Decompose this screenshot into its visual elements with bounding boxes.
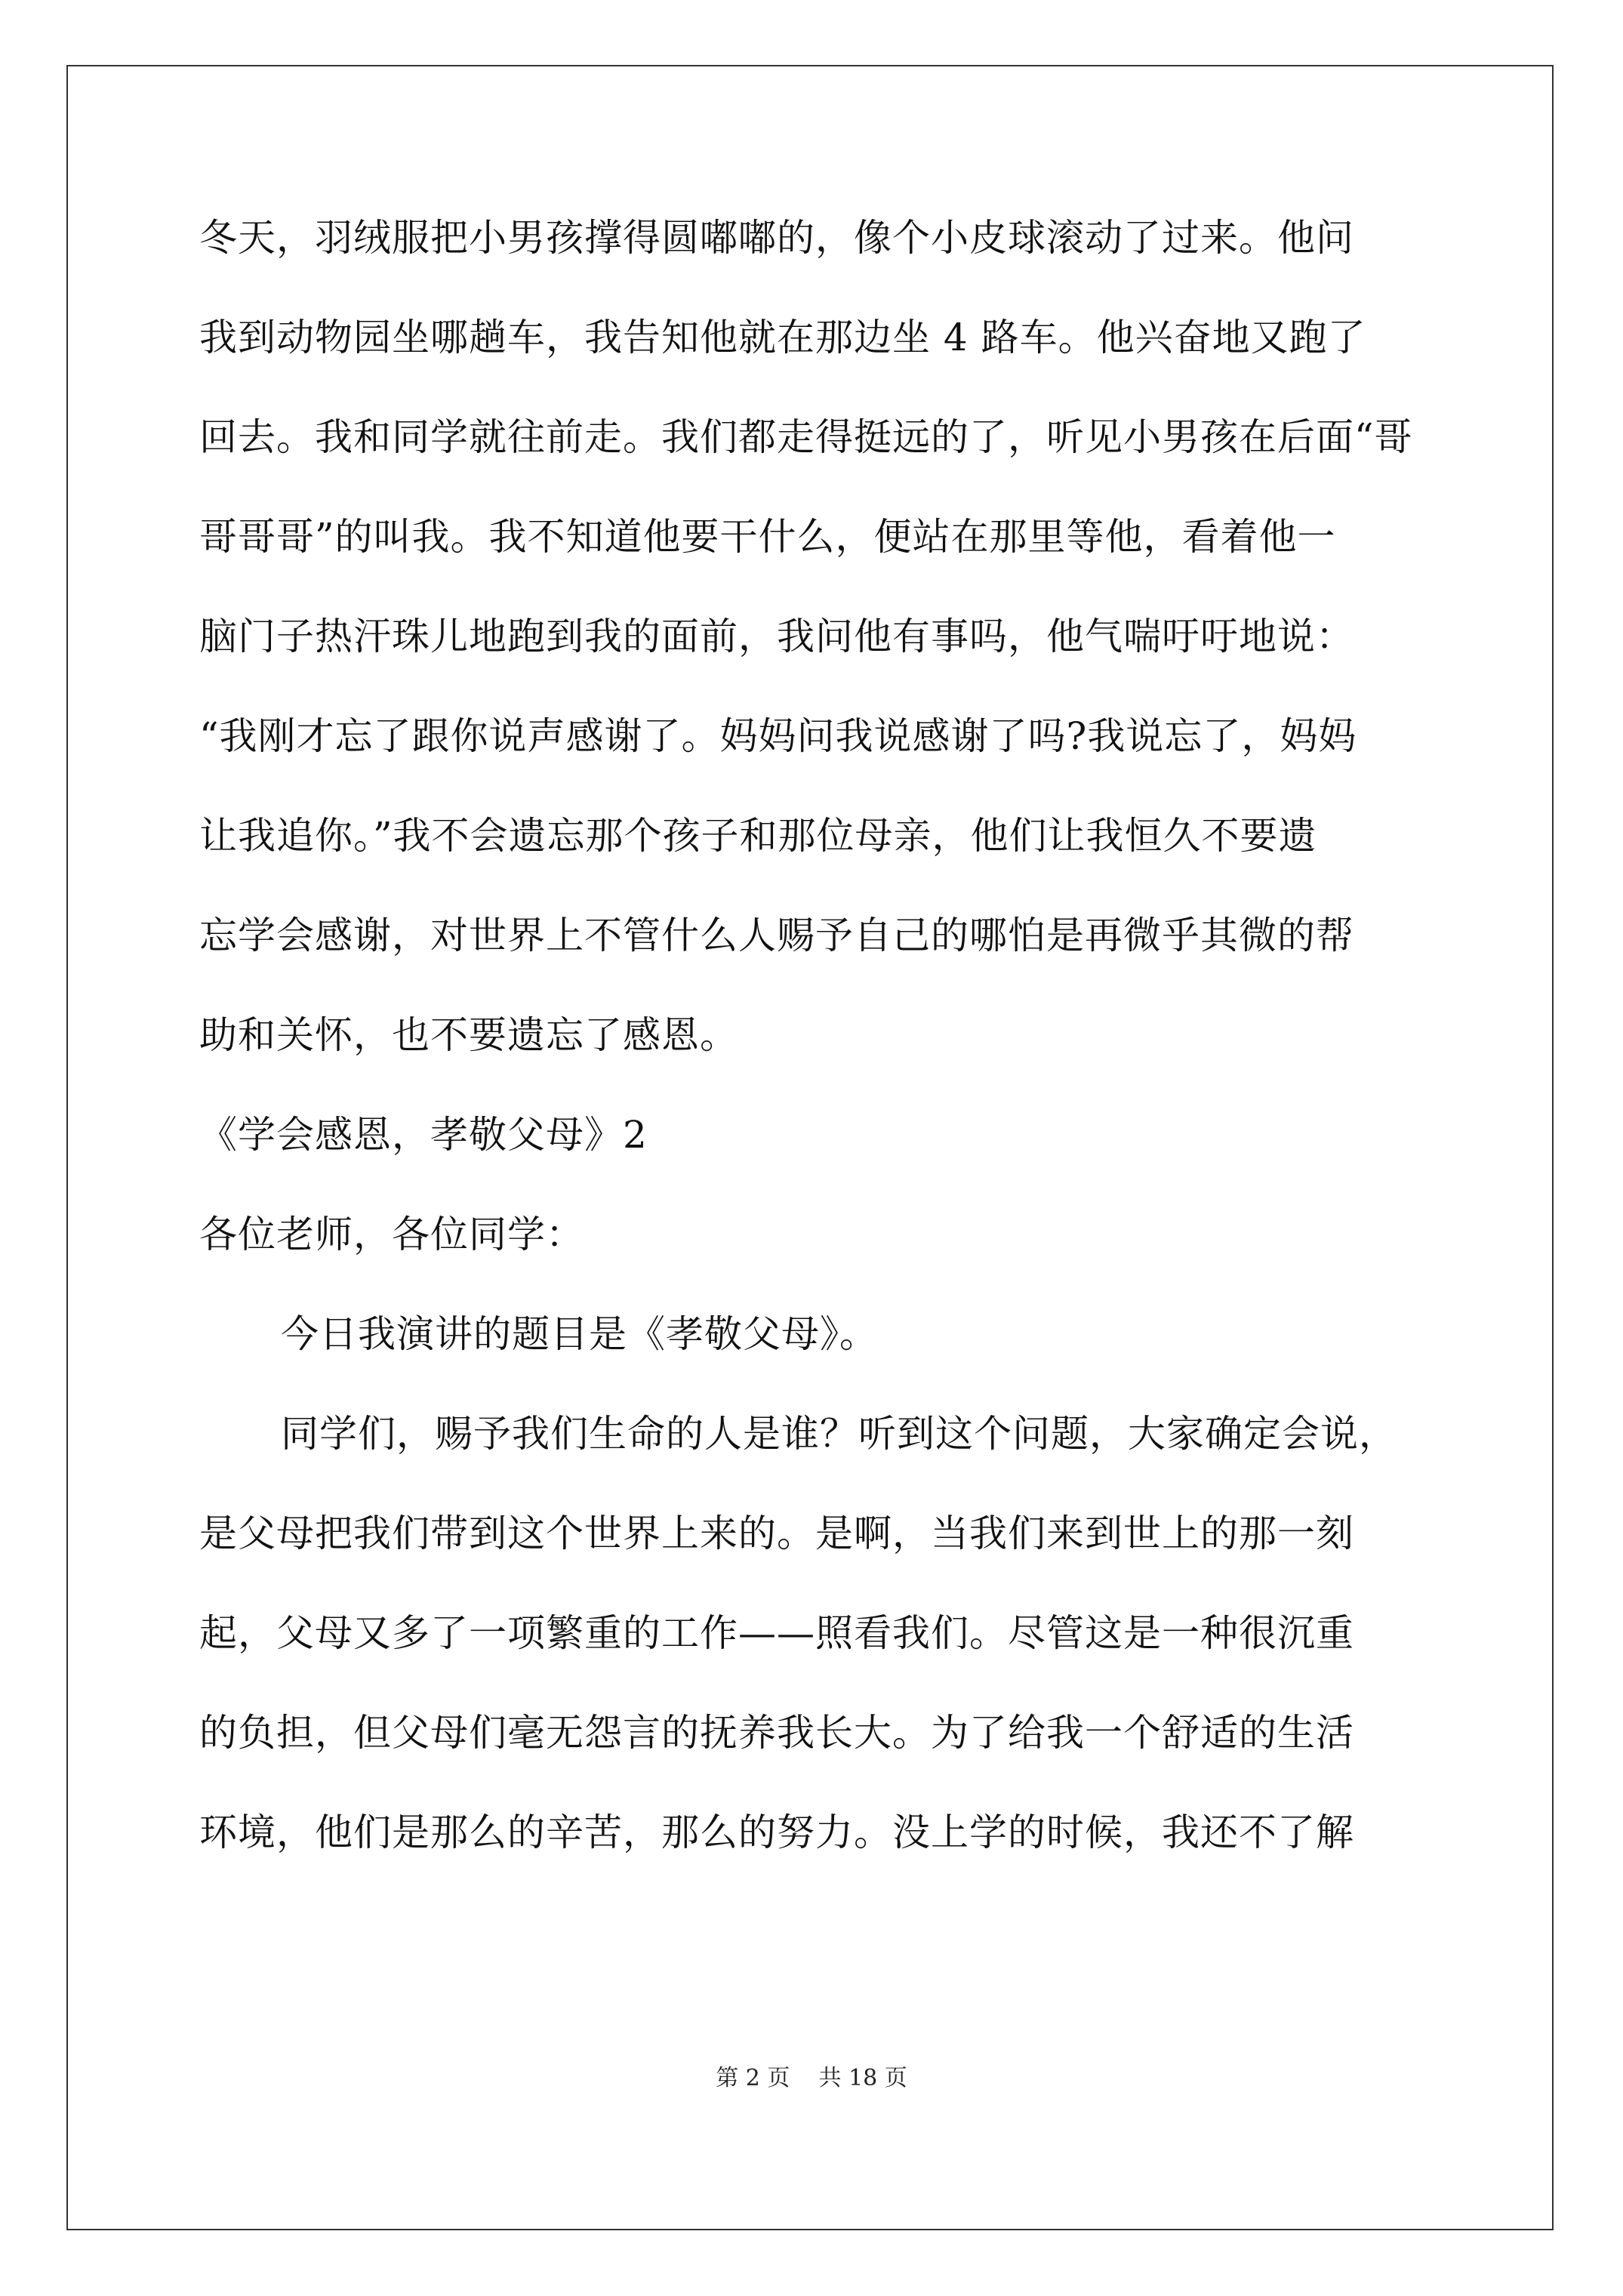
text-line: 回去。我和同学就往前走。我们都走得挺远的了，听见小男孩在后面“哥 — [199, 415, 1413, 459]
paragraph-first-line: 今日我演讲的题目是《孝敬父母》。 — [281, 1312, 878, 1356]
page-footer — [0, 2065, 1623, 2092]
text-line: 脑门子热汗珠儿地跑到我的面前，我问他有事吗，他气喘吁吁地说： — [199, 615, 1354, 658]
text-line: 让我追你。”我不会遗忘那个孩子和那位母亲，他们让我恒久不要遗 — [199, 814, 1317, 858]
text-line: 忘学会感谢，对世界上不管什么人赐予自己的哪怕是再微乎其微的帮 — [199, 914, 1354, 957]
text-line: 是父母把我们带到这个世界上来的。是啊，当我们来到世上的那一刻 — [199, 1512, 1354, 1555]
text-line: 起，父母又多了一项繁重的工作——照看我们。尽管这是一种很沉重 — [199, 1611, 1354, 1655]
text-line: “我刚才忘了跟你说声感谢了。妈妈问我说感谢了吗?我说忘了，妈妈 — [199, 714, 1357, 758]
text-line: 冬天，羽绒服把小男孩撑得圆嘟嘟的，像个小皮球滚动了过来。他问 — [199, 216, 1354, 260]
section-title: 《学会感恩，孝敬父母》2 — [199, 1113, 648, 1157]
page-total: 共 18 页 — [818, 2065, 907, 2091]
salutation: 各位老师，各位同学： — [199, 1213, 584, 1256]
text-line: 的负担，但父母们毫无怨言的抚养我长大。为了给我一个舒适的生活 — [199, 1711, 1354, 1755]
paragraph-first-line: 同学们，赐予我们生命的人是谁？听到这个问题，大家确定会说， — [281, 1412, 1397, 1456]
text-line: 环境，他们是那么的辛苦，那么的努力。没上学的时候，我还不了解 — [199, 1811, 1354, 1854]
text-line: 哥哥哥”的叫我。我不知道他要干什么，便站在那里等他，看着他一 — [199, 515, 1336, 559]
text-line: 我到动物园坐哪趟车，我告知他就在那边坐 4 路车。他兴奋地又跑了 — [199, 316, 1366, 359]
page-number: 第 2 页 — [716, 2065, 790, 2091]
text-line: 助和关怀，也不要遗忘了感恩。 — [199, 1013, 738, 1057]
